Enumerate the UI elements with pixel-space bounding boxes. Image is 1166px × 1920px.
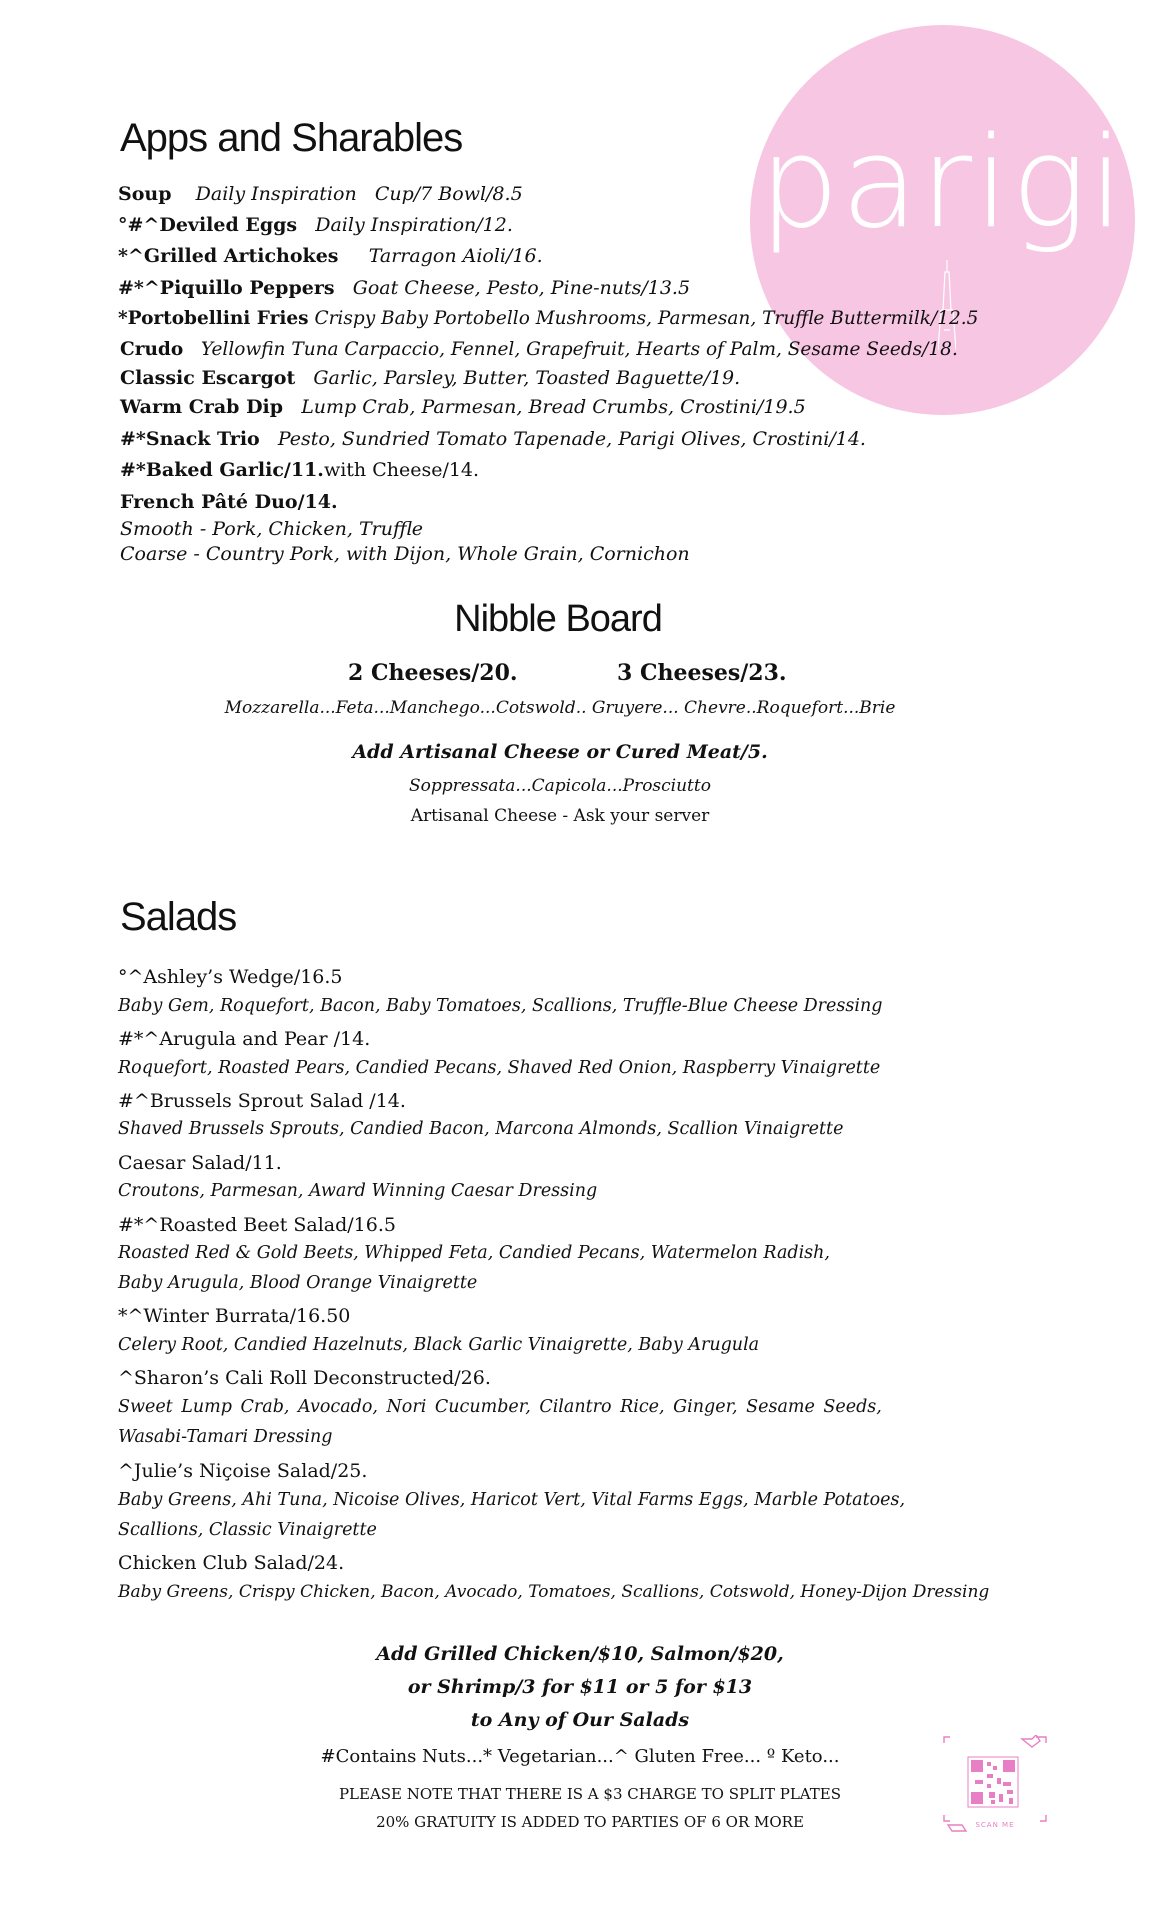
cheese-list: Mozzarella...Feta...Manchego...Cotswold.. Gruyere... Chevre..Roquefort...Brie <box>224 698 896 718</box>
menu-item <box>118 245 543 268</box>
nibble-option-3: 3 Cheeses/23. <box>617 660 787 686</box>
scan-me-label: SCAN ME <box>975 1821 1015 1829</box>
menu-item <box>118 277 690 300</box>
item-desc: Yellowfin Tuna Carpaccio, Fennel, Grapefruit, Hearts of Palm, Sesame Seeds/18. <box>200 339 958 360</box>
menu-item <box>118 183 523 206</box>
item-name: *Portobellini Fries <box>118 308 309 329</box>
nibble-addon: Add Artisanal Cheese or Cured Meat/5. <box>352 741 768 763</box>
item-desc: Crispy Baby Portobello Mushrooms, Parmesan, Truffle Buttermilk/12.5 <box>314 308 979 329</box>
item-name: Soup <box>118 183 172 205</box>
item-name: French Pâté Duo/14. <box>120 491 338 513</box>
meat-list: Soppressata...Capicola...Prosciutto <box>409 776 711 796</box>
menu-item <box>120 396 806 419</box>
salad-name: #^Brussels Sprout Salad /14. <box>118 1090 406 1112</box>
salad-desc: Sweet Lump Crab, Avocado, Nori Cucumber, Cilantro Rice, Ginger, Sesame Seeds, <box>118 1397 882 1417</box>
artisanal-note: Artisanal Cheese - Ask your server <box>410 806 710 826</box>
qr-code[interactable] <box>940 1735 1050 1835</box>
salad-desc: Baby Greens, Ahi Tuna, Nicoise Olives, Haricot Vert, Vital Farms Eggs, Marble Potatoes, <box>118 1490 906 1510</box>
item-name: #*Baked Garlic/11. <box>120 459 324 481</box>
eiffel-tower-icon <box>938 260 956 350</box>
pate-line: Smooth - Pork, Chicken, Truffle <box>120 518 423 540</box>
item-desc: Goat Cheese, Pesto, Pine-nuts/13.5 <box>352 277 691 299</box>
item-name: Classic Escargot <box>120 367 296 389</box>
item-desc: Garlic, Parsley, Butter, Toasted Baguette/19. <box>313 367 741 389</box>
salad-desc: Scallions, Classic Vinaigrette <box>118 1520 377 1540</box>
apps-title: Apps and Sharables <box>120 116 463 160</box>
salad-name: ^Julie’s Niçoise Salad/25. <box>118 1460 368 1482</box>
salad-name: ^Sharon’s Cali Roll Deconstructed/26. <box>118 1367 491 1389</box>
item-desc: Daily Inspiration <box>195 183 357 205</box>
salad-desc: Shaved Brussels Sprouts, Candied Bacon, Marcona Almonds, Scallion Vinaigrette <box>118 1119 844 1139</box>
salad-name: Caesar Salad/11. <box>118 1152 282 1174</box>
menu-item <box>120 491 338 514</box>
nibble-title: Nibble Board <box>454 598 662 640</box>
salad-name: #*^Roasted Beet Salad/16.5 <box>118 1214 396 1236</box>
item-desc: Tarragon Aioli/16. <box>368 245 543 267</box>
item-name: °#^Deviled Eggs <box>118 214 298 236</box>
item-desc: Pesto, Sundried Tomato Tapenade, Parigi Olives, Crostini/14. <box>277 428 866 450</box>
menu-item <box>120 428 866 451</box>
gratuity-note: 20% GRATUITY IS ADDED TO PARTIES OF 6 OR MORE <box>376 1813 804 1831</box>
split-plate-note: PLEASE NOTE THAT THERE IS A $3 CHARGE TO SPLIT PLATES <box>338 1785 842 1803</box>
menu-item <box>118 214 513 237</box>
salad-desc: Baby Gem, Roquefort, Bacon, Baby Tomatoes, Scallions, Truffle-Blue Cheese Dressing <box>118 996 883 1016</box>
salad-name: Chicken Club Salad/24. <box>118 1552 345 1574</box>
item-desc: Lump Crab, Parmesan, Bread Crumbs, Crostini/19.5 <box>301 396 806 418</box>
nibble-option-2: 2 Cheeses/20. <box>348 660 518 686</box>
item-name: #*Snack Trio <box>120 428 260 450</box>
item-name: #*^Piquillo Peppers <box>118 277 335 299</box>
protein-addon-line: or Shrimp/3 for $11 or 5 for $13 <box>407 1676 753 1698</box>
qr-code-icon <box>940 1735 1050 1835</box>
salad-desc: Roasted Red & Gold Beets, Whipped Feta, Candied Pecans, Watermelon Radish, <box>118 1243 830 1263</box>
item-name: *^Grilled Artichokes <box>118 245 339 267</box>
pate-line: Coarse - Country Pork, with Dijon, Whole Grain, Cornichon <box>120 543 690 565</box>
menu-item <box>120 339 958 361</box>
item-desc: with Cheese/14. <box>323 459 480 481</box>
menu-item <box>118 308 978 330</box>
salad-desc: Baby Arugula, Blood Orange Vinaigrette <box>118 1273 478 1293</box>
dietary-legend: #Contains Nuts...* Vegetarian...^ Gluten Free... º Keto... <box>320 1746 840 1767</box>
item-price: Cup/7 Bowl/8.5 <box>374 183 523 205</box>
item-desc: Daily Inspiration/12. <box>315 214 513 236</box>
protein-addon-line: to Any of Our Salads <box>470 1709 690 1731</box>
logo-wordmark: parigi <box>759 109 1126 256</box>
item-name: Warm Crab Dip <box>120 396 284 418</box>
menu-item <box>120 367 740 390</box>
protein-addon-line: Add Grilled Chicken/$10, Salmon/$20, <box>376 1643 784 1665</box>
salad-desc: Celery Root, Candied Hazelnuts, Black Garlic Vinaigrette, Baby Arugula <box>118 1335 760 1355</box>
salads-title: Salads <box>120 895 237 939</box>
salad-name: #*^Arugula and Pear /14. <box>118 1028 371 1050</box>
salad-desc: Baby Greens, Crispy Chicken, Bacon, Avocado, Tomatoes, Scallions, Cotswold, Honey-Dijon Dressing <box>118 1582 990 1602</box>
salad-desc: Croutons, Parmesan, Award Winning Caesar Dressing <box>118 1181 598 1201</box>
salad-desc: Roquefort, Roasted Pears, Candied Pecans, Shaved Red Onion, Raspberry Vinaigrette <box>118 1058 881 1078</box>
salad-name: °^Ashley’s Wedge/16.5 <box>118 966 343 988</box>
menu-item <box>120 459 479 482</box>
item-name: Crudo <box>120 339 184 360</box>
salad-desc: Wasabi-Tamari Dressing <box>118 1427 333 1447</box>
salad-name: *^Winter Burrata/16.50 <box>118 1305 351 1327</box>
